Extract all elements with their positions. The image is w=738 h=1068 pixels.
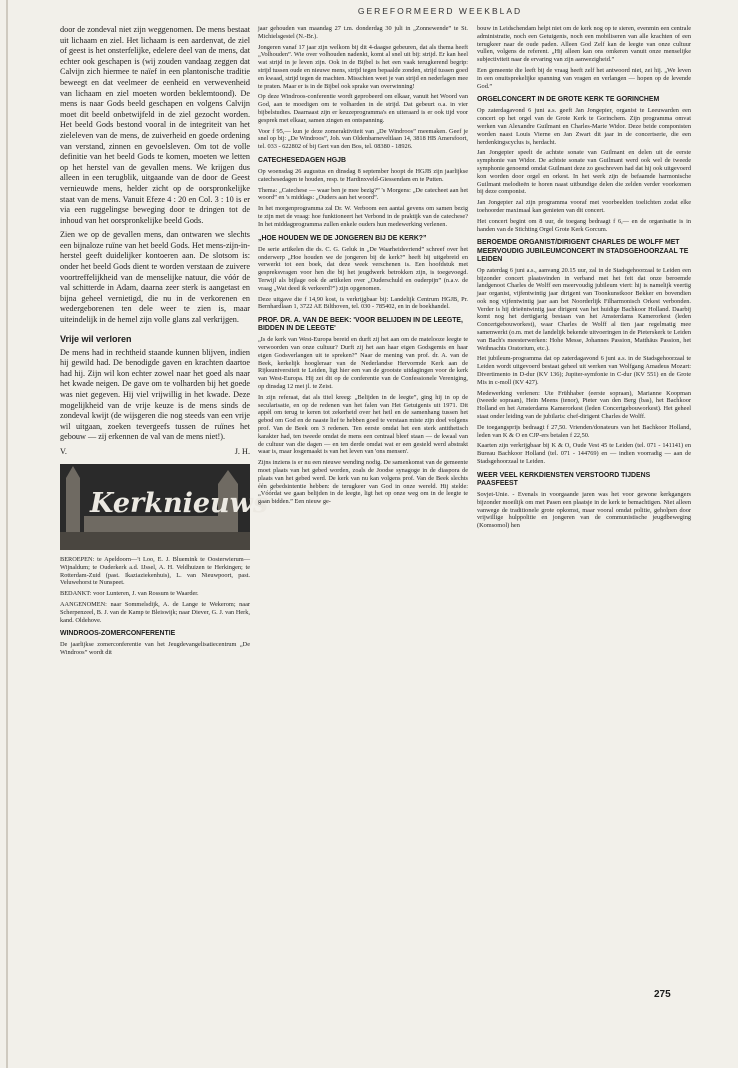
section-heading: CATECHESEDAGEN HGJB — [258, 156, 346, 164]
svg-text:Kerknieuws: Kerknieuws — [90, 487, 269, 519]
paragraph: Zijns inziens is er nu een nieuwe wending nodig. De samenkomst van de gemeente moet plaats van het gebed worden, zoals de Joodse synagoge in de diaspora de plaats van het gebed werd. De kerk van nu kan volgens prof. Van de Beek slechts één gebedsintentie hebben: de terugkeer van God in onze wereld. Hij stelde: „Vóórdat we gaan belijden in de leegte, ligt het op onze weg om in de leegte te gaan bidden.” Een nieuw ge- — [258, 459, 468, 506]
beroepen-text: BEROEPEN: te Apeldoorn—'t Loo, E. J. Bluemink te Oosterwierum—Wijnaldum; te Ouderkerk a.d. IJssel, A. H. Veldhuizen te Herkingen; te Rotterdam-Zuid (past. Ikaziaziekenhuis), L. van Nieuwpoort, past. Veluwehorst te Nunspeet. — [60, 555, 250, 587]
paragraph: bouw in Leidschendam helpt niet om de kerk nog op te sieren, evenmin een centrale administratie, noch een Getuigenis, noch een mobiliseren van alle krachten of een terugkeer naar de oude paden. Alleen God Zelf kan de leegte van onze cultuur vullen, volgens de referent. „Hij alleen kan ons omkeren vanuit onze menselijke subjectiviteit naar de ervaring van zijn aanwezigheid.” — [477, 25, 691, 64]
paragraph: Thema: „Catechese — waar ben je mee bezig?” 's Morgens: „De catecheet aan het woord” en 's middags: „Ouders aan het woord”. — [258, 186, 468, 202]
kerknieuws-banner — [60, 464, 269, 550]
paragraph: Jan Jongepier speelt de achtste sonate van Guilmant en delen uit de eerste symphonie van Widor. De achtste sonate van Guilmant werd ook wel de tweede symphonie genoemd omdat Guilmant deze zo geschreven had dat hij ook uitgevoerd kon worden door orgel en orkest. In het werk zijn de befaamde harmonische Guilmant melodieën te horen naast uitbundige delen die zelden verder voorkomen bij deze componist. — [477, 149, 691, 196]
column-3 — [477, 25, 691, 1025]
paragraph: Zien we op de gevallen mens, dan ontwaren we slechts een bijnaloze ruïne van het beeld Gods. Het mens-zijn-in-herstel geeft duidelijker kontoeren aan. De slotsom is: onder het beeld Gods dient te worden verstaan de zuivere voortreffelijkheid van de menselijke natuur, die vóór de val schitterde in Adam, daarna zeer sterk is aangetast en bijna geheel vernietigd, die nu in de verkorenen en wedergeborenen ten dele weer te zien is, maar uiteindelijk in de hemel zijn volle glans zal verkrijgen. — [60, 230, 250, 325]
page-number: 275 — [654, 989, 671, 1000]
paragraph: Het jubileum-programma dat op zaterdagavond 6 juni a.s. in de Stadsgehoorzaal te Leiden wordt uitgevoerd bestaat geheel uit werken van Wolfgang Amadeus Mozart: Divertimento in D-dur (KV 136); Jupiter-symfonie in C-dur (KV 551) en de Grote Mis in c-moll (KV 427). — [477, 355, 691, 386]
section-heading: ORGELCONCERT IN DE GROTE KERK TE GORINCHEM — [477, 96, 660, 104]
paragraph: door de zondeval niet zijn weggenomen. De mens bestaat uit lichaam en ziel. Het lichaam is een aardenvat, de ziel of geest is het onsterfelijke, edelere deel van de mens, dat echter ook geschapen is (wij zouden vandaag zeggen dat Calvijn zich hiermee te naïef in een plantonische traditie beweegt en dat veelmeer de eenheid en verwevenheid van lichaam en ziel moeten worden beklemtoond). De mens is naar Gods beeld geschapen en volgens Calvijn moet dit beeld onbetwijfeld in de ziel gezocht worden. Het beeld Gods bestond vooral in de integriteit van het zieleleven van de mens, de zuiverheid en goede ordening van verstand, zinnen en gevoelsleven. Om tot de volle definitie van het beeld Gods te komen, moeten we letten op het herstel van de gevallen mens. We krijgen dus alleen in een terugblik, uitgaande van de door de Geest vernieuwde mens, helder zicht op de oorspronkelijke staat van de mens. Vanuit Efeze 4 : 20 en Col. 3 : 10 is er via een ruggelingse beweging door te dringen tot de inhoud van het oorspronkelijke beeld Gods. — [60, 25, 250, 225]
bedankt-text: BEDANKT: voor Lunteren, J. van Rossum te Waarder. — [60, 590, 199, 598]
paragraph: Jongeren vanaf 17 jaar zijn welkom bij dit 4-daagse gebeuren, dat als thema heeft „Volhouden”. Wie over volhouden nadenkt, komt al snel uit bij: strijd. Er kan heel wat strijd in je leven zijn. Ook in de Bijbel is het een vaak terugkerend begrip: strijd tussen oude en nieuwe mens, strijd tegen bepaalde zonden, strijd tussen goed en kwaad, strijd tegen de machten. Misschien weet je van strijd en nederlagen mee te praten. Maar er is in de Bijbel ook sprake van overwinning! — [258, 43, 468, 90]
column-1 — [60, 25, 269, 1025]
paragraph: Het concert begint om 8 uur, de toegang bedraagt f 6,— en de organisatie is in handen van de Stichting Orgel Grote Kerk Gorcum. — [477, 217, 691, 233]
paragraph: jaar gehouden van maandag 27 t.m. donderdag 30 juli in „Zonnewende” te St. Michielsgestel (N.-Br.). — [258, 25, 468, 40]
section-heading: BEROEMDE ORGANIST/DIRIGENT CHARLES DE WOLFF MET MEERVOUDIG JUBILEUMCONCERT IN STADSGEHOORZAAL TE LEIDEN — [477, 239, 689, 263]
paragraph: De serie artikelen die ds. C. G. Geluk in „De Waarheidsvriend” schreef over het onderwerp „Hoe houden we de jongeren bij de kerk?” heeft hij uitgebreid en verwerkt tot een boek, dat deze week verschenen is. Een hoofdstuk met gespreksvragen voor hen die bij het jeugdwerk betrokken zijn, is toegevoegd. Terwijl als bijlage ook de artikelen over „Ouderschuld en ouderpijn” (n.a.v. de vraag „Wat deed ik verkeerd?”) zijn opgenomen. — [258, 245, 468, 292]
paragraph: Op zaterdag 6 juni a.s., aanvang 20.15 uur, zal in de Stadsgehoorzaal te Leiden een bijzonder concert plaatsvinden in verband met het feit dat onze beroemde landgenoot Charles de Wolff een meervoudig jubileum viert: hij is namelijk veertig jaar organist, vijfentwintig jaar dirigent van Toonkunstkoor Bekker en bovendien ook nog vijfentwintig jaar aan het Noorderlijk Filharmonisch Orkest verbonden. Verder is hij drieëntwintig jaar dirigent van het huidige Bachkoor Holland. Daarbij komt nog het dertigjarig bestaan van het Amsterdams Kamerorkest (leden Concertgebouworkest), waar Charles de Wolff al tien jaar regelmatig mee samenwerkt (o.m. met de landelijk bekende uitvoeringen in de Pieterskerk te Leiden van Bach's meesterwerken: Hohe Messe, Johannes Passion, Matthäus Passion, het Weihnachts Oratorium, etc.). — [477, 266, 691, 352]
paragraph: De jaarlijkse zomerconferentie van het Jeugdevangelisatiecentrum „De Windroos” wordt dit — [60, 641, 250, 657]
paragraph: Sovjet-Unie. - Evenals in voorgaande jaren was het voor gewone kerkgangers bijzonder moeilijk om met Pasen een plaatsje in de kerk te bemachtigen. Niet alleen vanwege de traditionele grote opkomst, maar vooral omdat politie, geholpen door vrijwillige hulppolitie en jongeren van de communistische jeugdbeweging (Komsomol) hen — [477, 491, 691, 530]
paragraph: Kaarten zijn verkrijgbaar bij K & O, Oude Vest 45 te Leiden (tel. 071 - 141141) en Bureau Bachkoor Holland (tel. 071 - 144769) en — indien voorradig — aan de Stadsgehoorzaal te Leiden. — [477, 442, 691, 466]
masthead: GEREFORMEERD WEEKBLAD — [357, 6, 523, 16]
section-heading: Vrije wil verloren — [60, 333, 132, 344]
paragraph: De mens had in rechtheid staande kunnen blijven, indien hij gewild had. De benodigde gaven en krachten daartoe had hij. Zijn wil kon echter zowel naar het goed als naar het kwade neigen. De gave om te volharden bij het goede was niet gegeven. Hij viel vrijwillig in het kwade. Deze mogelijkheid van de vrije keuze is de mens sinds de zondeval kwijt (de wijsgeren die nog steeds van een vrije wil uitgaan, zoeken tevergeefs tussen de ruïnes het gebouw — zij erkennen de val van de mens niet!). — [60, 347, 250, 442]
aangenomen-text: AANGENOMEN: naar Sommelsdijk, A. de Lange te Wekerom; naar Scherpenzeel, B. J. van de Kamp te Bleiswijk; naar Diever, G. J. van Herk, kand. Oldehove. — [60, 600, 250, 624]
signature-left: V. — [60, 446, 67, 456]
signature-right: J. H. — [234, 446, 250, 456]
kerknieuws-banner-art — [60, 464, 269, 550]
paragraph: In zijn referaat, dat als titel kreeg: „Belijden in de leegte”, ging hij in op de secularisatie, en op de redenen van het falen van Het Getuigenis uit 1971. Dit appèl om terug te keren tot zekerheid over het heil en de samenhang tussen het gebod om God en de naaste lief te hebben goed te verstaan miste zijn doel volgens prof. Van de Beek om 3 redenen. Ten eerste omdat het een sterk antithetisch karakter had, ten tweede omdat de mens een centraal bleef staan — de kwaal van de cultuur van die dagen — en ten derde omdat wat er een gesteld werd abstrakt waar is, maar losgemaakt is van het leven van 'ons mensen'. — [258, 393, 468, 456]
paragraph: Op woensdag 26 augustus en dinsdag 8 september hoopt de HGJB zijn jaarlijkse catechesedagen te houden, resp. te Hardinxveld-Giessendam en te Putten. — [258, 168, 468, 183]
paragraph: De toegangsprijs bedraagt f 27,50. Vrienden/donateurs van het Bachkoor Holland, leden van K & O en CJP-ers betalen f 22,50. — [477, 423, 691, 439]
section-heading: WINDROOS-ZOMERCONFERENTIE — [60, 630, 176, 638]
paragraph: Een gemeente die leeft bij de vraag heeft zelf het antwoord niet, zei hij. „We leven in een onuitsprekelijke spanning van vragen en verlangen — hopen op de levende God.” — [477, 66, 691, 90]
section-heading: WEER VEEL KERKDIENSTEN VERSTOORD TIJDENS PAASFEEST — [477, 471, 651, 487]
page-spine-shadow — [6, 0, 8, 1068]
paragraph: Voor f 95,— kun je deze zomeraktiviteit van „De Windroos” meemaken. Geef je snel op bij: „De Windroos”, Joh. van Oldenbarneveltlaan 14, 3818 HB Amersfoort, tel. 033 - 622802 of bij Gert van den Bos, tel. 08380 - 18926. — [258, 127, 468, 151]
paragraph: Medewerking verlenen: Ute Frühhaber (eerste sopraan), Marianne Koopman (tweede sopraan), Hein Meens (tenor), Pieter van den Berg (bas), het Bachkoor Holland en het Amsterdams Kamerorkest (leden Concertgebouworkest). Het geheel staat onder leiding van de jubilaris: chef-dirigent Charles de Wolff. — [477, 389, 691, 421]
paragraph: Op zaterdagavond 6 juni a.s. geeft Jan Jongepier, organist te Leeuwarden een concert op het orgel van de Grote Kerk te Gorinchem. Zijn programma omvat werken van Alexandre Guilmant en Charles-Marie Widor. Deze beide componisten worden naast Louis Vierne en Jan Zwart dit jaar in de concertserie, die een herdenkingscyclus is, herdacht. — [477, 107, 691, 146]
section-heading: PROF. DR. A. VAN DE BEEK: 'VOOR BELIJDEN IN DE LEEGTE, BIDDEN IN DE LEEGTE' — [258, 317, 463, 333]
column-2 — [258, 25, 468, 1025]
paragraph: „Is de kerk van West-Europa bereid en durft zij het aan om de matelooze leegte te verwoorden van onze cultuur? Durft zij het aan haar eigen Godsgemis en haar eigen Godsverlangen uit te spreken?” Naar de mening van prof. dr. A. van de Beek, kerkelijk hoogleraar van de Nederlandse Hervormde Kerk aan de Rijksuniversiteit te Leiden, ligt hier een van de grootste uitdagingen voor de kerk van West-Europa. Hij zei dit op de conferentie van de Confessionele Vereniging, op dinsdag 12 mei jl. te Zeist. — [258, 336, 468, 391]
paragraph: Deze uitgave die f 14,90 kost, is verkrijgbaar bij: Landelijk Centrum HGJB, Pr. Bernhardlaan 1, 3722 AE Bilthoven, tel. 030 - 785402, en in de boekhandel. — [258, 295, 468, 311]
signature-line — [60, 447, 250, 456]
paragraph: Jan Jongepier zal zijn programma vooraf met voorbeelden toelichten zodat elke toehoorder maximaal kan genieten van dit concert. — [477, 199, 691, 215]
paragraph: In het morgenprogramma zal Dr. W. Verboom een aantal gevens om samen bezig te zijn met de vraag: hoe funktioneert het Verbond in de praktijk van de catechese? In het middagprogramma zullen enkele ouders hun medewerking verlenen. — [258, 205, 468, 228]
section-heading: „HOE HOUDEN WE DE JONGEREN BIJ DE KERK?” — [258, 234, 427, 242]
paragraph: Op deze Windroos-conferentie wordt geprobeerd om elkaar, vanuit het Woord van God, aan te moedigen om te volharden in de strijd. Dat gebeurt o.a. in vier bijbelstudies. Daarnaast zijn er keuzeprogramma's en uiteraard is er ook tijd voor gesprek met elkaar, samen zingen en ontspanning. — [258, 93, 468, 124]
